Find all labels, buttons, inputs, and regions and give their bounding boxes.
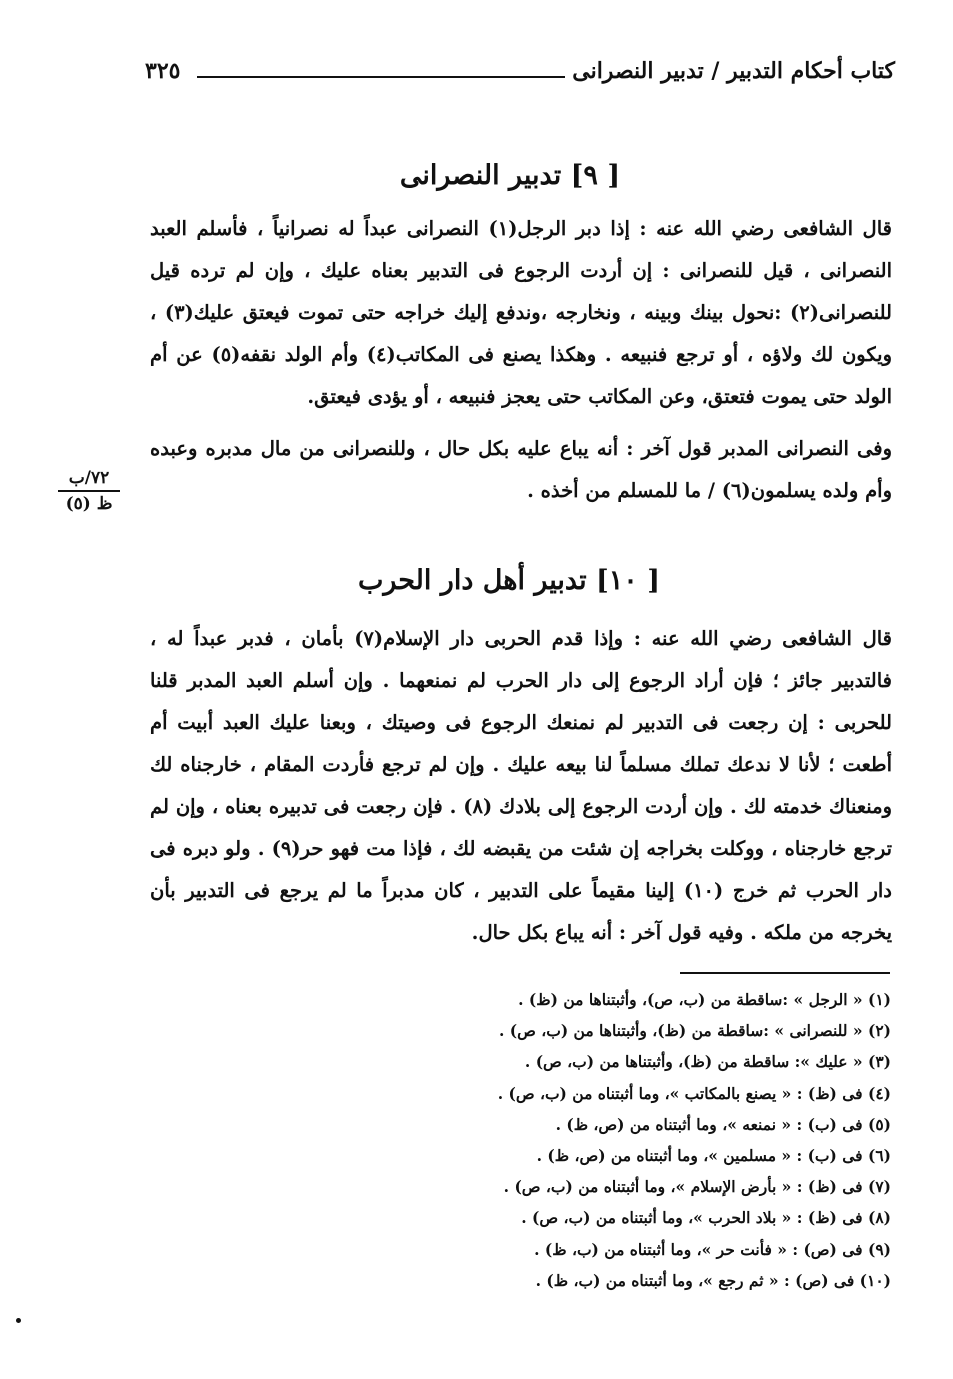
footnotes-list xyxy=(291,984,891,1296)
page-number: ٣٢٥ xyxy=(145,58,181,84)
header-title: كتاب أحكام التدبير / تدبير النصرانى xyxy=(572,58,895,84)
section-9-paragraph-1: قال الشافعى رضي الله عنه : إذا دبر الرجل(١) النصرانى عبداً له نصرانياً ، فأسلم العبد النصرانى ، قيل للنصرانى : إن أردت الرجوع فى التدبير بعناه عليك ، وإن لم ترده قيل للنصرانى(٢) :نحول بينك وبينه ، ونخارجه ،وندفع إليك خراجه حتى تموت فيعتق عليك(٣) ، ويكون لك ولاؤه ، أو ترجع فنبيعه . وهكذا يصنع فى المكاتب(٤) وأم الولد نقفه(٥) عن أم الولد حتى يموت فتعتق، وعن المكاتب حتى يعجز فنبيعه ، أو يؤدى فيعتق. xyxy=(150,217,892,408)
running-header xyxy=(145,56,895,92)
footnote: (٨) فى (ظ) : « بلاد الحرب »، وما أثبتناه من (ب، ص) . xyxy=(521,1208,891,1228)
section-heading-9: [ ٩] تدبير النصرانى xyxy=(399,160,621,191)
footnote: (١) « الرجل » :ساقطة من (ب، ص)، وأثبتناها من (ظ) . xyxy=(518,990,891,1009)
footnote: (٤) فى (ظ) : « يصنع بالمكاتب »، وما أثبتناه من (ب، ص) . xyxy=(497,1083,891,1103)
scan-speck xyxy=(16,1318,21,1323)
footnote: (١٠) فى (ص) : « ثم رجع »، وما أثبتناه من (ب، ظ) . xyxy=(535,1270,891,1290)
footnote: (٧) فى (ظ) : « بأرض الإسلام »، وما أثبتناه من (ب، ص) . xyxy=(503,1177,891,1197)
header-rule xyxy=(197,76,565,78)
footnote: (٩) فى (ص) : « فأنت حر »، وما أثبتناه من (ب، ظ) . xyxy=(534,1239,891,1259)
margin-manuscript: ظ (٥) xyxy=(65,494,113,514)
margin-rule xyxy=(58,490,120,492)
footnote: (٥) فى (ب) : « نمنعه »، وما أثبتناه من (ص، ظ) . xyxy=(555,1114,891,1134)
section-heading-10: [ ١٠] تدبير أهل دار الحرب xyxy=(357,565,660,596)
footnote: (٣) « عليك »: ساقطة من (ظ)، وأثبتناها من (ب، ص) . xyxy=(524,1052,891,1072)
section-9-paragraph-2: وفى النصرانى المدبر قول آخر : أنه يباع عليه بكل حال ، وللنصرانى من مال مدبره وعبده وأم ولده يسلمون(٦) / ما للمسلم من أخذه . xyxy=(150,437,892,502)
manuscript-margin-note xyxy=(58,468,120,514)
section-10-paragraph-1: قال الشافعى رضي الله عنه : وإذا قدم الحربى دار الإسلام(٧) بأمان ، فدبر عبداً له ، فالتدبير جائز ؛ فإن أراد الرجوع إلى دار الحرب لم نمنعهما . وإن أسلم العبد المدبر قلنا للحربى : إن رجعت فى التدبير لم نمنعك الرجوع فى وصيتك ، وبعنا عليك العبد أبيت أم أطعت ؛ لأنا لا ندعك تملك مسلماً لنا بيعه عليك . وإن لم ترجع فأردت المقام ، خارجناه لك ومنعناك خدمته لك . وإن أردت الرجوع إلى بلادك (٨) . فإن رجعت فى تدبيره بعناه ، وإن لم ترجع خارجناه ، ووكلت بخراجه إن شئت من يقبضه لك ، فإذا مت فهو حر(٩) . ولو دبره فى دار الحرب ثم خرج (١٠) إلينا مقيماً على التدبير ، كان مدبراً ما لم يرجع فى التدبير بأن يخرجه من ملكه . وفيه قول آخر : أنه يباع بكل حال. xyxy=(150,627,893,944)
footnote: (٢) « للنصرانى » :ساقطة من (ظ)، وأثبتناها من (ب، ص) . xyxy=(498,1021,891,1041)
footnote-rule xyxy=(680,972,890,974)
footnote: (٦) فى (ب) : « مسلمين »، وما أثبتناه من (ص، ظ) . xyxy=(536,1146,891,1166)
margin-folio: ٧٢/ب xyxy=(68,468,110,488)
